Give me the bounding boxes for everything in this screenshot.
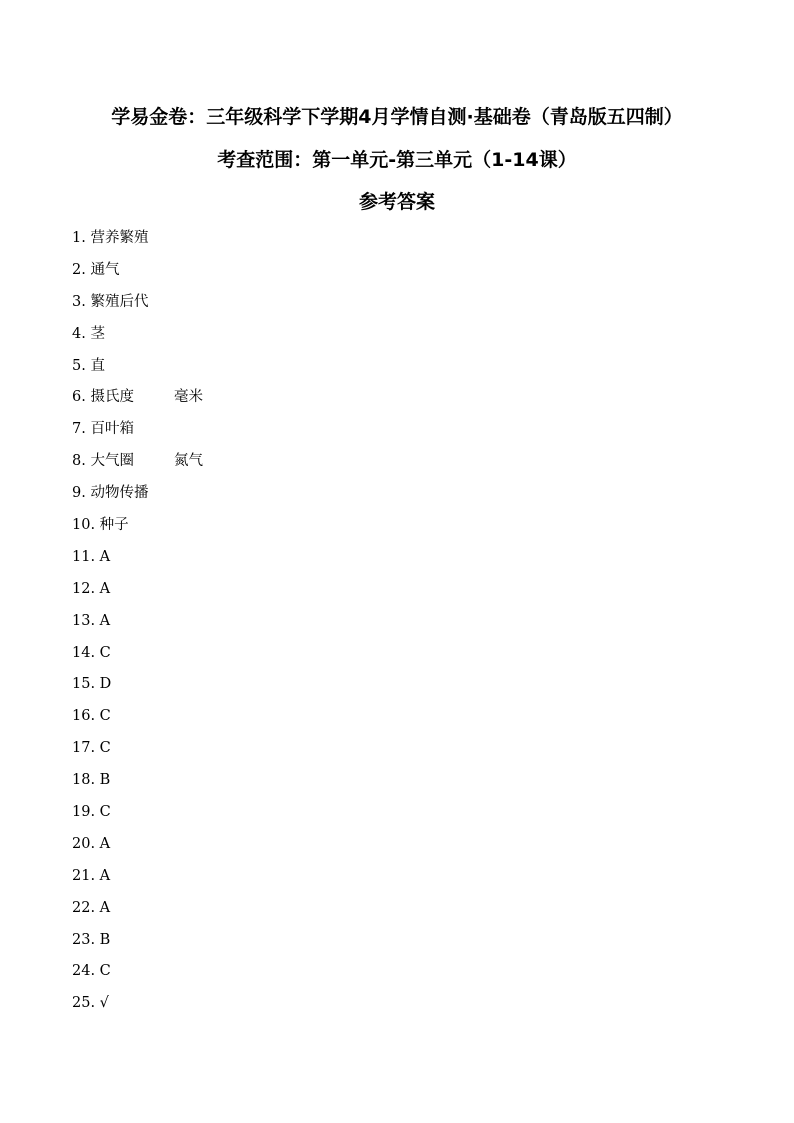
answer-text: C (99, 963, 111, 980)
answer-item (72, 226, 203, 258)
answer-item (72, 991, 203, 1023)
answer-item (72, 896, 203, 928)
exam-scope: 考查范围：第一单元-第三单元（1-14课） (217, 149, 577, 171)
answer-number: 2. (72, 261, 86, 278)
answer-item (72, 704, 203, 736)
answer-number: 20. (72, 835, 96, 852)
answer-item (72, 800, 203, 832)
answer-text: 动物传播 (90, 485, 149, 502)
answer-text: √ (99, 995, 109, 1012)
answer-item (72, 385, 203, 417)
answer-item (72, 449, 203, 481)
answer-text: 茎 (90, 325, 105, 342)
answer-text: D (99, 676, 112, 693)
answer-text-secondary: 氮气 (173, 453, 203, 470)
answer-list (72, 226, 203, 1023)
answer-text: C (99, 804, 111, 821)
answer-number: 10. (72, 517, 96, 534)
answer-item (72, 959, 203, 991)
answer-key-heading: 参考答案 (358, 191, 435, 213)
answer-number: 1. (72, 230, 86, 246)
answer-text: B (99, 931, 111, 948)
answer-text: B (99, 772, 111, 789)
answer-number: 11. (72, 548, 96, 565)
answer-text: A (99, 899, 111, 916)
answer-item (72, 417, 203, 449)
answer-number: 4. (72, 325, 86, 342)
answer-text: A (99, 835, 111, 852)
answer-text: 通气 (90, 261, 120, 278)
answer-item (72, 609, 203, 641)
answer-number: 9. (72, 485, 86, 502)
answer-text: 繁殖后代 (90, 293, 149, 310)
answer-number: 15. (72, 676, 96, 693)
document-title: 学易金卷：三年级科学下学期4月学情自测·基础卷（青岛版五四制） (111, 106, 683, 128)
answer-number: 23. (72, 931, 96, 948)
answer-item (72, 354, 203, 386)
answer-item (72, 258, 203, 290)
answer-item (72, 481, 203, 513)
answer-item (72, 577, 203, 609)
answer-item (72, 545, 203, 577)
answer-number: 19. (72, 804, 96, 821)
answer-number: 7. (72, 421, 86, 438)
answer-text: 摄氏度 (90, 389, 134, 406)
answer-number: 14. (72, 644, 96, 661)
answer-number: 3. (72, 293, 86, 310)
answer-text: C (99, 644, 111, 661)
answer-text: 直 (90, 357, 105, 374)
answer-item (72, 832, 203, 864)
answer-number: 13. (72, 612, 96, 629)
answer-number: 25. (72, 995, 96, 1012)
answer-item (72, 768, 203, 800)
answer-item (72, 672, 203, 704)
answer-item (72, 641, 203, 673)
answer-number: 21. (72, 867, 96, 884)
answer-text: C (99, 708, 111, 725)
answer-text-secondary: 毫米 (173, 389, 203, 406)
answer-number: 17. (72, 740, 96, 757)
answer-text: 营养繁殖 (90, 230, 149, 246)
answer-text: A (99, 612, 111, 629)
answer-text: A (99, 548, 111, 565)
answer-number: 12. (72, 580, 96, 597)
answer-text: 大气圈 (90, 453, 134, 470)
answer-item (72, 928, 203, 960)
answer-text: C (99, 740, 111, 757)
answer-text: 百叶箱 (90, 421, 134, 438)
answer-item (72, 322, 203, 354)
answer-text: A (99, 580, 111, 597)
answer-number: 8. (72, 453, 86, 470)
answer-item (72, 290, 203, 322)
answer-item (72, 736, 203, 768)
answer-item (72, 513, 203, 545)
answer-number: 18. (72, 772, 96, 789)
answer-text: A (99, 867, 111, 884)
answer-number: 5. (72, 357, 86, 374)
answer-number: 16. (72, 708, 96, 725)
answer-number: 22. (72, 899, 96, 916)
answer-number: 6. (72, 389, 86, 406)
answer-item (72, 864, 203, 896)
answer-text: 种子 (99, 517, 129, 534)
answer-number: 24. (72, 963, 96, 980)
